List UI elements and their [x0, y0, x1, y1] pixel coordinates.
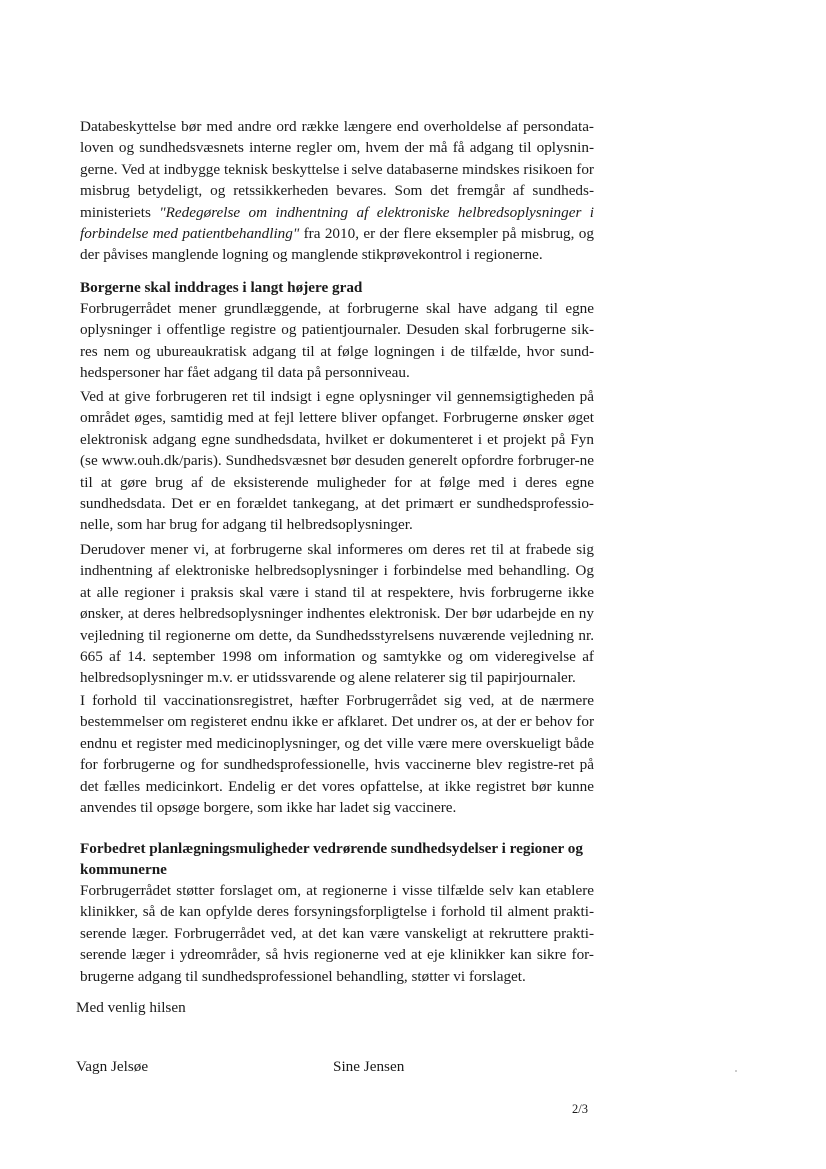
signature-left: Vagn Jelsøe	[76, 1058, 149, 1075]
scan-speck	[735, 1070, 737, 1072]
paragraph-vaccination-register: I forhold til vaccinationsregistret, hæfter Forbrugerrådet sig ved, at de nærmere bestemmelser om registeret endnu ikke er afklaret. Det undrer os, at der er behov for endnu et register med medicinoplysninger, og det ville være mere overskueligt både for forbrugerne og for sundhedsprofessionelle, hvis vaccinerne blev registre-ret på det fælles medicinkort. Endelig er det vores opfattelse, at ikke registret bør kunne anvendes til opsøge borgere, som ikke har ladet sig vaccinere.	[80, 692, 594, 817]
page-number: 2/3	[572, 1102, 588, 1116]
closing-text: Med venlig hilsen	[76, 999, 186, 1016]
paragraph-clinics: Forbrugerrådet støtter forslaget om, at regionerne i visse tilfælde selv kan etablere klinikker, så de kan opfylde deres forsyningsforpligtelse i forhold til alment prakti-serende læger. Forbrugerrådet ved, at det kan være vanskeligt at rekruttere prakti-serende læger i ydreområder, så hvis regionerne ved at eje klinikker kan sikre for-brugerne adgang til sundhedsprofessionel behandling, støtter vi forslaget.	[80, 882, 594, 985]
paragraph-text: fra 2010, er der flere eksempler på misbrug, og der påvises manglende logning og manglende stikprøvekontrol i regionerne.	[80, 225, 594, 264]
paragraph-consent: Derudover mener vi, at forbrugerne skal informeres om deres ret til at frabede sig indhentning af elektroniske helbredsoplysninger i forbindelse med behandling. Og at alle regioner i praksis skal være i stand til at respektere, hvis forbrugerne ikke ønsker, at deres helbredsoplysninger indhentes elektronisk. Der bør udarbejde en ny vejledning til regionerne om dette, da Sundhedsstyrelsens nuværende vejledning nr. 665 af 14. september 1998 om information og samtykke og om videregivelse af helbredsoplysninger m.v. er utidssvarende og alene relaterer sig til papirjournaler.	[80, 541, 594, 687]
signature-right: Sine Jensen	[333, 1058, 405, 1075]
report-title-italic: "Redegørelse om indhentning af elektroniske helbredsoplysninger i forbindelse med patientbehandling"	[80, 203, 594, 243]
paragraph-transparency: Ved at give forbrugeren ret til indsigt i egne oplysninger vil gennemsigtigheden på området øges, samtidig med at fejl lettere bliver opfanget. Forbrugerne ønsker øget elektronisk adgang egne sundhedsdata, hvilket er dokumenteret i et projekt på Fyn (se www.ouh.dk/paris). Sundhedsvæsnet bør desuden generelt opfordre forbruger-ne til at gøre brug af de eksisterende muligheder for at følge med i deres egne sundhedsdata. Det er en forældet tankegang, at det primært er sundhedsprofessio-nelle, som har brug for adgang til helbredsoplysninger.	[80, 388, 594, 534]
paragraph-text: Databeskyttelse bør med andre ord række længere end overholdelse af persondata-loven og sundhedsvæsnets interne regler om, hvem der må få adgang til oplysnin-gerne. Ved at indbygge teknisk beskyttelse i selve databaserne mindskes risikoen for misbrug betydeligt, og retssikkerheden bevares. Som det fremgår af sundheds-ministeriets	[80, 118, 594, 221]
section-heading: Borgerne skal inddrages i langt højere grad	[80, 279, 363, 296]
paragraph-data-protection	[80, 116, 594, 266]
section-heading: Forbedret planlægningsmuligheder vedrørende sundhedsydelser i regioner og kommunerne	[80, 840, 583, 878]
paragraph-access: Forbrugerrådet mener grundlæggende, at forbrugerne skal have adgang til egne oplysninger i offentlige registre og patientjournaler. Desuden skal forbrugerne sik-res nem og ubureaukratisk adgang til at følge logningen i de tilfælde, hvor sund-hedspersoner har fået adgang til data på personniveau.	[80, 300, 594, 382]
section-planning	[80, 838, 594, 987]
section-citizens	[80, 277, 594, 384]
